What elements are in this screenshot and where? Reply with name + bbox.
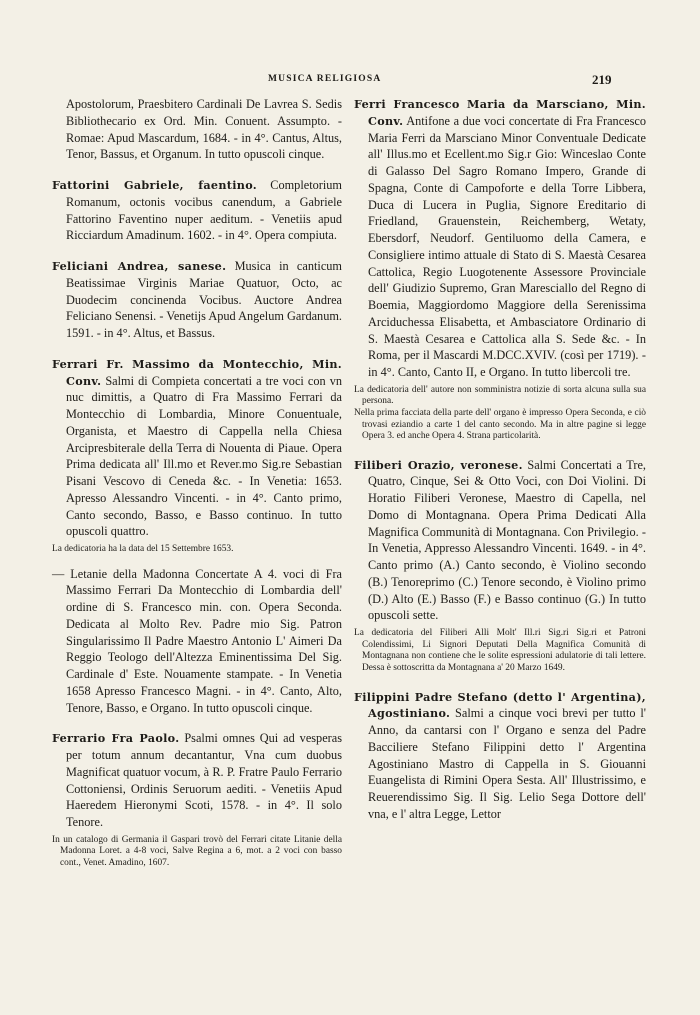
entry-heading: Filiberi Orazio, veronese.	[354, 457, 523, 472]
entry-text: Musica in canticum Beatissimae Virginis Mariae Quatuor, Octo, ac Duodecim concinenda Vocibus. Auctore Andrea Feliciano Senensi. - Venetijs Apud Angelum Gardanum. 1591. - in 4°. Altus, et Bassus.	[66, 259, 342, 340]
entry-text: Salmi di Compieta concertati a tre voci con vn nuc dimittis, a Quatro di Fra Massimo Ferrari da Montecchio di Lombardia, Minore Conuentuale, Organista, et Maestro di Cappella nella Chiesa Arcipresbiterale della Terra di Nouenta di Piaue. Opera Prima dedicata all' Ill.mo et Rever.mo Sig.re Sebastian Pisani Vescovo di Ceneda &c. - In Venetia: 1653. Apresso Alessandro Vincenti. - in 4°. Canto primo, Canto secondo, Basso, e Basso continuo. In tutto opuscoli quattro.	[66, 373, 342, 539]
entry-ferrario	[52, 730, 342, 831]
footnote: Nella prima facciata della parte dell' organo è impresso Opera Seconda, e ciò trovasi eziandio a carte 1 del canto secondo. Ma in altre pagine si legge Opera 3. ed anche Opera 4. Strana particolarità.	[354, 407, 646, 442]
entry-ferrari-letanie	[52, 566, 342, 717]
entry-ferri	[354, 96, 646, 381]
entry-heading: Ferrari Fr. Massimo da Montecchio, Min. Conv.	[52, 356, 342, 388]
entry-filippini	[354, 689, 646, 823]
entry-fattorini	[52, 177, 342, 244]
entry-text: Apostolorum, Praesbitero Cardinali De Lavrea S. Sedis Bibliothecario ex Ord. Min. Conuent. Assumpto. - Romae: Apud Mascardum, 1684. - in 4°. Cantus, Altus, Tenor, Bassus, et Organum. In tutto opuscoli cinque.	[66, 97, 342, 162]
entry-heading: Fattorini Gabriele, faentino.	[52, 178, 257, 192]
entry-text: Antifone a due voci concertate di Fra Francesco Maria Ferri da Marsciano Minor Conventuale Dedicate all' Illus.mo et Ecellent.mo Sig.r Gio: Winceslao Conte di Galasso Del Sagro Romano Impero, Grande di Spagna, Conte di Campoforte e della Torre Libbera, Duca di Lucera in Puglia, Signore Ereditario di Friedland, Grauenstein, Reichemberg, Wetaty, Ebersdorf, Neudorf. Gentiluomo della Camera, e Consigliere intimo attuale di Stato di S. Maestà Cesarea Cattolica, Regio Luogotenente Assessore Provinciale dell' Giudizio Supremo, Gran Maresciallo del Regno di Boemia, Maggiordomo Maggiore della Serenissima Arciduchessa Elisabetta, et Ambasciatore Ordinario di S. Maestà Cesarea e Cattolica alla S. Sede &c. - In Roma, per il Mascardi M.DCC.XVIV. (così per 1719). - in 4°. Canto, Canto II, e Organo. In tutto libercoli tre.	[368, 113, 646, 379]
running-head-title: MUSICA RELIGIOSA	[268, 74, 382, 84]
entry-heading: Filippini Padre Stefano (detto l' Argentina), Agostiniano.	[354, 689, 646, 721]
entry-text: Completorium Romanum, octonis vocibus canendum, a Gabriele Fattorino Faventino nuper aeditum. - Venetiis apud Ricciardum Amadinum. 1602. - in 4°. Opera compiuta.	[66, 178, 342, 243]
entry-text: Salmi Concertati a Tre, Quatro, Cinque, Sei & Otto Voci, con Doi Violini. Di Horatio Filiberi Veronese, Maestro di Capella, nel Domo di Montagnana. Opera Prima Dedicati Alla Magnifica Communità di Montagnana. Con Privilegio. - In Venetia, Appresso Alessandro Vincenti. 1649. - in 4°. Canto primo (A.) Canto secondo, è Violino secondo (B.) Tenoreprimo (C.) Tenore secondo, è Violino primo (D.) Alto (E.) Basso (F.) e Basso continuo (G.) In tutto opuscoli sette.	[368, 457, 646, 623]
footnote: In un catalogo di Germania il Gaspari trovò del Ferrari citate Litanie della Madonna Loret. a 4-8 voci, Salve Regina a 6, mot. a 2 voci con basso cont., Venet. Amadino, 1607.	[52, 834, 342, 869]
right-column	[354, 96, 646, 823]
entry-filiberi	[354, 457, 646, 625]
entry-text: Letanie della Madonna Concertate A 4. voci di Fra Massimo Ferrari Da Montecchio di Lombardia dell' ordine di S. Francesco min. con. Opera Seconda. Dedicata al Molto Rev. Padre mio Sig. Patron Singularissimo Il Padre Maestro Antonio L' Aimeri Da Reggio Teologo dell'Altezza Eminentissima Del Sig. Cardinale d' Este. Nouamente stampate. - In Venetia 1658 Apresso Francesco Magni. - in 4°. Canto, Alto, Tenore, Basso, e Organo. In tutto opuscoli cinque.	[66, 566, 343, 715]
footnote: La dedicatoria del Filiberi Alli Molt' Ill.ri Sig.ri Sig.ri et Patroni Colendissimi, Li Signori Deputati Della Magnifica Comunità di Montagnana non contiene che le solite espressioni adulatorie di tali lettere. Dessa è sottoscritta da Montagnana a' 20 Marzo 1649.	[354, 628, 646, 673]
footnote: La dedicatoria dell' autore non somministra notizie di sorta alcuna sulla sua persona.	[354, 384, 646, 407]
entry-ferrari	[52, 356, 342, 540]
entry-heading: Ferrario Fra Paolo.	[52, 731, 180, 746]
entry-heading: Ferri Francesco Maria da Marsciano, Min. Conv.	[354, 97, 646, 128]
entry-text: Salmi a cinque voci brevi per tutto l' Anno, da cantarsi con l' Organo e senza del Padre Bacciliere Stefano Filippini detto l' Argentina Agostiniano Mastro di Cappella in S. Giouanni Euangelista di Rimini Opera Sesta. All' Illustrissimo, e Reuerendissimo Sig. Il Sig. Lelio Sega Dottore dell' vna, e l' altra Legge, Lettor	[368, 706, 646, 821]
entry-text: Psalmi omnes Qui ad vesperas per totum annum decantantur, Vna cum duobus Magnificat quatuor vocum, à R. P. Fratre Paulo Ferrario Cottoniensi, Ordinis Seruorum aediti. - Venetiis Apud Haeredem Hieronymi Scoti, 1578. - in 4°. Il solo Tenore.	[66, 731, 343, 830]
running-head	[0, 74, 700, 90]
entry-continuation	[52, 96, 342, 163]
entry-dash: —	[52, 566, 65, 581]
entry-heading: Feliciani Andrea, sanese.	[52, 259, 227, 273]
entry-feliciani	[52, 258, 342, 342]
left-column	[52, 96, 342, 870]
footnote: La dedicatoria ha la data del 15 Settembre 1653.	[52, 544, 234, 554]
page-number: 219	[592, 72, 612, 87]
